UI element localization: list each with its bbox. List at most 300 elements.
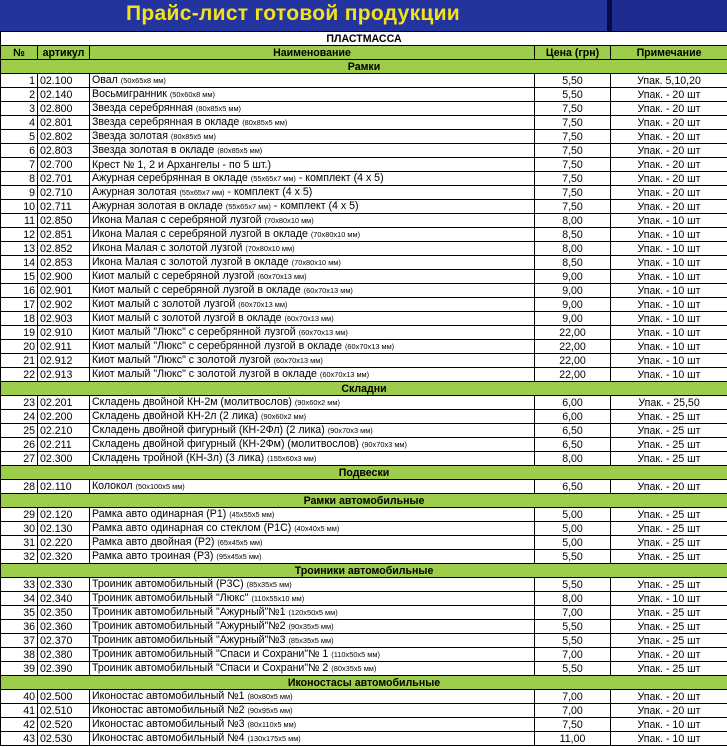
row-article: 02.801	[38, 116, 90, 130]
table-row	[1, 326, 727, 340]
row-article: 02.110	[38, 480, 90, 494]
row-price: 7,50	[535, 130, 611, 144]
section-title: Рамки автомобильные	[1, 494, 727, 508]
row-article: 02.901	[38, 284, 90, 298]
row-number: 9	[1, 186, 38, 200]
row-name	[90, 732, 535, 746]
row-price: 7,50	[535, 172, 611, 186]
row-article: 02.330	[38, 578, 90, 592]
row-article: 02.802	[38, 130, 90, 144]
row-dimensions: (95x45x5 мм)	[216, 552, 262, 561]
row-note: Упак. - 10 шт	[611, 298, 727, 312]
row-number: 27	[1, 452, 38, 466]
row-article: 02.320	[38, 550, 90, 564]
row-name-suffix: - комплект (4 х 5)	[295, 172, 384, 184]
row-article: 02.711	[38, 200, 90, 214]
header-number: №	[1, 46, 38, 60]
row-note: Упак. - 25 шт	[611, 578, 727, 592]
row-name-text: Рамка авто троиная (Р3)	[92, 550, 217, 562]
row-article: 02.852	[38, 242, 90, 256]
row-price: 5,50	[535, 662, 611, 676]
row-name	[90, 326, 535, 340]
page-title: Прайс-лист готовой продукции	[126, 2, 461, 25]
row-name	[90, 270, 535, 284]
table-row	[1, 284, 727, 298]
row-name	[90, 550, 535, 564]
row-article: 02.340	[38, 592, 90, 606]
row-dimensions: (55x65x7 мм)	[225, 202, 271, 211]
row-number: 41	[1, 704, 38, 718]
row-article: 02.500	[38, 690, 90, 704]
row-dimensions: (45x55x5 мм)	[229, 510, 275, 519]
row-name-text: Троиник автомобильный "Спаси и Сохрани"№ 1	[92, 648, 332, 660]
row-price: 5,50	[535, 620, 611, 634]
row-note: Упак. - 20 шт	[611, 116, 727, 130]
row-number: 3	[1, 102, 38, 116]
row-dimensions: (70x80x10 мм)	[264, 216, 314, 225]
row-number: 34	[1, 592, 38, 606]
row-name	[90, 536, 535, 550]
row-note: Упак. - 25 шт	[611, 452, 727, 466]
row-price: 5,00	[535, 536, 611, 550]
table-row	[1, 354, 727, 368]
row-dimensions: (80x110x5 мм)	[247, 720, 297, 729]
row-dimensions: (60x70x13 мм)	[298, 328, 348, 337]
row-name-text: Киот малый с золотой лузгой	[92, 298, 239, 310]
row-note: Упак. 5,10,20	[611, 74, 727, 88]
row-name	[90, 704, 535, 718]
table-row	[1, 480, 727, 494]
row-name	[90, 256, 535, 270]
row-dimensions: (120x50x5 мм)	[288, 608, 338, 617]
row-dimensions: (85x35x5 мм)	[288, 636, 334, 645]
table-row	[1, 592, 727, 606]
row-number: 14	[1, 256, 38, 270]
row-number: 38	[1, 648, 38, 662]
section-title: Рамки	[1, 60, 727, 74]
row-name-text: Складень двойной фигурный (КН-2Фм) (молитвослов)	[92, 438, 362, 450]
row-note: Упак. - 20 шт	[611, 102, 727, 116]
row-article: 02.911	[38, 340, 90, 354]
row-price: 5,00	[535, 522, 611, 536]
section-title: Иконостасы автомобильные	[1, 676, 727, 690]
row-article: 02.360	[38, 620, 90, 634]
row-article: 02.903	[38, 312, 90, 326]
row-dimensions: (60x70x13 мм)	[273, 356, 323, 365]
row-price: 22,00	[535, 354, 611, 368]
table-row	[1, 200, 727, 214]
row-name	[90, 606, 535, 620]
row-price: 22,00	[535, 368, 611, 382]
row-note: Упак. - 25,50	[611, 396, 727, 410]
row-note: Упак. - 20 шт	[611, 88, 727, 102]
table-row	[1, 116, 727, 130]
row-number: 1	[1, 74, 38, 88]
row-number: 2	[1, 88, 38, 102]
row-name	[90, 718, 535, 732]
table-row	[1, 634, 727, 648]
material-title: ПЛАСТМАССА	[1, 32, 727, 46]
row-name	[90, 368, 535, 382]
row-name-text: Икона Малая с золотой лузгой в окладе	[92, 256, 292, 268]
row-name-text: Рамка авто одинарная со стеклом (Р1С)	[92, 522, 295, 534]
row-article: 02.910	[38, 326, 90, 340]
table-row	[1, 88, 727, 102]
row-price: 7,50	[535, 200, 611, 214]
row-dimensions: (60x70x13 мм)	[238, 300, 288, 309]
section-row	[1, 466, 727, 480]
row-note: Упак. - 25 шт	[611, 410, 727, 424]
row-number: 8	[1, 172, 38, 186]
row-dimensions: (60x70x13 мм)	[284, 314, 334, 323]
row-name-text: Киот малый "Люкс" с золотой лузгой в окладе	[92, 368, 320, 380]
table-row	[1, 270, 727, 284]
section-title: Подвески	[1, 466, 727, 480]
row-number: 30	[1, 522, 38, 536]
row-article: 02.210	[38, 424, 90, 438]
table-row	[1, 158, 727, 172]
row-price: 6,50	[535, 438, 611, 452]
section-title: Складни	[1, 382, 727, 396]
section-row	[1, 676, 727, 690]
table-row	[1, 144, 727, 158]
row-name-text: Рамка авто двойная (Р2)	[92, 536, 218, 548]
row-name-text: Икона Малая с золотой лузгой	[92, 242, 246, 254]
row-price: 22,00	[535, 326, 611, 340]
row-note: Упак. - 10 шт	[611, 242, 727, 256]
table-row	[1, 396, 727, 410]
row-number: 25	[1, 424, 38, 438]
row-number: 43	[1, 732, 38, 746]
table-row	[1, 368, 727, 382]
row-number: 4	[1, 116, 38, 130]
row-price: 7,00	[535, 648, 611, 662]
row-name-text: Киот малый "Люкс" с золотой лузгой	[92, 354, 274, 366]
row-name-text: Овал	[92, 74, 121, 86]
row-article: 02.853	[38, 256, 90, 270]
row-name	[90, 634, 535, 648]
row-dimensions: (90x60x2 мм)	[294, 398, 340, 407]
row-note: Упак. - 10 шт	[611, 340, 727, 354]
row-number: 15	[1, 270, 38, 284]
row-price: 6,50	[535, 480, 611, 494]
row-article: 02.700	[38, 158, 90, 172]
row-name-text: Ажурная золотая в окладе	[92, 200, 226, 212]
row-dimensions: (80x85x5 мм)	[242, 118, 288, 127]
row-name-text: Крест № 1, 2 и Архангелы - по 5 шт.)	[92, 158, 272, 171]
row-dimensions: (60x70x13 мм)	[303, 286, 353, 295]
row-dimensions: (155x60x3 мм)	[267, 454, 317, 463]
section-title: Троиники автомобильные	[1, 564, 727, 578]
row-name-text: Рамка авто одинарная (Р1)	[92, 508, 230, 520]
row-dimensions: (80x85x5 мм)	[170, 132, 216, 141]
row-price: 7,00	[535, 606, 611, 620]
row-price: 5,50	[535, 578, 611, 592]
table-row	[1, 298, 727, 312]
row-number: 31	[1, 536, 38, 550]
row-number: 36	[1, 620, 38, 634]
row-number: 11	[1, 214, 38, 228]
title-banner	[0, 0, 727, 32]
row-price: 5,50	[535, 88, 611, 102]
row-name-text: Ажурная золотая	[92, 186, 180, 198]
row-dimensions: (50x100x5 мм)	[135, 482, 185, 491]
row-name-text: Звезда серебрянная в окладе	[92, 116, 243, 128]
row-name	[90, 354, 535, 368]
row-note: Упак. - 10 шт	[611, 354, 727, 368]
row-name	[90, 298, 535, 312]
table-row	[1, 424, 727, 438]
row-number: 12	[1, 228, 38, 242]
row-dimensions: (80x85x5 мм)	[195, 104, 242, 113]
row-note: Упак. - 20 шт	[611, 186, 727, 200]
table-row	[1, 438, 727, 452]
table-row	[1, 704, 727, 718]
row-number: 29	[1, 508, 38, 522]
row-name	[90, 172, 535, 186]
row-number: 28	[1, 480, 38, 494]
row-number: 13	[1, 242, 38, 256]
row-note: Упак. - 20 шт	[611, 648, 727, 662]
table-row	[1, 228, 727, 242]
row-name-text: Складень двойной фигурный (КН-2Фл) (2 лика)	[92, 424, 328, 436]
row-note: Упак. - 10 шт	[611, 270, 727, 284]
row-price: 8,00	[535, 592, 611, 606]
row-note: Упак. - 10 шт	[611, 256, 727, 270]
table-row	[1, 550, 727, 564]
row-number: 35	[1, 606, 38, 620]
row-number: 26	[1, 438, 38, 452]
row-dimensions: (90x95x5 мм)	[247, 706, 293, 715]
table-row	[1, 578, 727, 592]
row-article: 02.200	[38, 410, 90, 424]
row-dimensions: (60x70x13 мм)	[319, 370, 370, 379]
row-name-text: Восьмигранник	[92, 88, 170, 100]
row-article: 02.390	[38, 662, 90, 676]
header-note: Примечание	[611, 46, 727, 60]
row-name-text: Икона Малая с серебряной лузгой	[92, 214, 265, 226]
row-name-suffix: - комплект (4 х 5)	[270, 200, 359, 212]
row-dimensions: (80x80x5 мм)	[247, 692, 293, 701]
row-name	[90, 214, 535, 228]
header-article: артикул	[38, 46, 90, 60]
row-name-text: Звезда золотая в окладе	[92, 144, 218, 156]
row-price: 8,50	[535, 228, 611, 242]
row-name	[90, 648, 535, 662]
row-dimensions: (130x175x5 мм)	[247, 734, 301, 743]
section-row	[1, 382, 727, 396]
row-dimensions: (70x80x10 мм)	[310, 230, 361, 239]
row-number: 7	[1, 158, 38, 172]
row-name	[90, 410, 535, 424]
table-row	[1, 242, 727, 256]
table-row	[1, 536, 727, 550]
row-note: Упак. - 10 шт	[611, 326, 727, 340]
row-article: 02.850	[38, 214, 90, 228]
table-row	[1, 256, 727, 270]
row-name	[90, 662, 535, 676]
row-price: 7,00	[535, 704, 611, 718]
row-name-text: Киот малый с серебряной лузгой в окладе	[92, 284, 304, 296]
row-note: Упак. - 10 шт	[611, 228, 727, 242]
row-price: 22,00	[535, 340, 611, 354]
row-note: Упак. - 10 шт	[611, 732, 727, 746]
row-dimensions: (80x85x5 мм)	[217, 146, 263, 155]
row-article: 02.851	[38, 228, 90, 242]
row-name-text: Икона Малая с серебряной лузгой в окладе	[92, 228, 311, 240]
row-name-suffix: - комплект (4 х 5)	[224, 186, 313, 198]
row-name-text: Троиник автомобильный "Ажурный"№1	[92, 606, 289, 618]
row-number: 32	[1, 550, 38, 564]
table-row	[1, 410, 727, 424]
row-price: 6,00	[535, 410, 611, 424]
row-price: 9,00	[535, 270, 611, 284]
row-note: Упак. - 25 шт	[611, 606, 727, 620]
row-name	[90, 186, 535, 200]
row-number: 37	[1, 634, 38, 648]
row-dimensions: (55x65x7 мм)	[179, 188, 225, 197]
row-name	[90, 396, 535, 410]
row-article: 02.913	[38, 368, 90, 382]
row-name-text: Троиник автомобильный (Р3С)	[92, 578, 247, 590]
section-row	[1, 494, 727, 508]
row-name-text: Складень двойной КН-2м (молитвослов)	[92, 396, 295, 408]
row-number: 24	[1, 410, 38, 424]
row-number: 17	[1, 298, 38, 312]
row-name-text: Троиник автомобильный "Люкс"	[92, 592, 252, 604]
row-article: 02.912	[38, 354, 90, 368]
row-name-text: Троиник автомобильный "Ажурный"№2	[92, 620, 289, 632]
row-number: 23	[1, 396, 38, 410]
row-dimensions: (50x60x8 мм)	[169, 90, 215, 99]
row-number: 16	[1, 284, 38, 298]
table-row	[1, 662, 727, 676]
row-price: 9,00	[535, 312, 611, 326]
row-name-text: Звезда серебрянная	[92, 102, 196, 114]
row-name	[90, 340, 535, 354]
table-row	[1, 312, 727, 326]
row-note: Упак. - 20 шт	[611, 200, 727, 214]
row-name	[90, 102, 535, 116]
row-note: Упак. - 10 шт	[611, 368, 727, 382]
table-row	[1, 214, 727, 228]
row-article: 02.800	[38, 102, 90, 116]
row-price: 8,00	[535, 242, 611, 256]
table-row	[1, 732, 727, 746]
row-number: 18	[1, 312, 38, 326]
header-price: Цена (грн)	[535, 46, 611, 60]
header-name: Наименование	[90, 46, 535, 60]
price-table	[0, 31, 727, 746]
row-note: Упак. - 25 шт	[611, 536, 727, 550]
row-number: 20	[1, 340, 38, 354]
row-note: Упак. - 20 шт	[611, 130, 727, 144]
row-name-text: Киот малый "Люкс" с серебрянной лузгой в окладе	[92, 340, 345, 352]
row-name	[90, 88, 535, 102]
row-dimensions: (50x65x8 мм)	[120, 76, 166, 85]
table-row	[1, 340, 727, 354]
section-row	[1, 564, 727, 578]
row-article: 02.220	[38, 536, 90, 550]
row-dimensions: (90x60x2 мм)	[261, 412, 307, 421]
banner-right	[612, 0, 727, 32]
row-price: 7,50	[535, 144, 611, 158]
row-note: Упак. - 25 шт	[611, 424, 727, 438]
row-article: 02.120	[38, 508, 90, 522]
row-note: Упак. - 20 шт	[611, 704, 727, 718]
row-dimensions: (55x65x7 мм)	[250, 174, 296, 183]
row-name	[90, 242, 535, 256]
row-name	[90, 144, 535, 158]
row-dimensions: (80x35x5 мм)	[331, 664, 377, 673]
table-row	[1, 102, 727, 116]
row-price: 8,00	[535, 214, 611, 228]
row-name	[90, 74, 535, 88]
row-name-text: Складень тройной (КН-3л) (3 лика)	[92, 452, 268, 464]
row-article: 02.902	[38, 298, 90, 312]
section-row	[1, 60, 727, 74]
row-price: 7,50	[535, 158, 611, 172]
row-dimensions: (110x55x10 мм)	[251, 594, 305, 603]
row-name	[90, 200, 535, 214]
row-name-text: Троиник автомобильный "Ажурный"№3	[92, 634, 289, 646]
row-price: 5,50	[535, 74, 611, 88]
row-name-text: Иконостас автомобильный №3	[92, 718, 248, 730]
row-dimensions: (90x35x5 мм)	[288, 622, 334, 631]
row-note: Упак. - 20 шт	[611, 690, 727, 704]
row-article: 02.510	[38, 704, 90, 718]
row-note: Упак. - 25 шт	[611, 620, 727, 634]
row-article: 02.701	[38, 172, 90, 186]
header-row	[1, 46, 727, 60]
row-price: 7,50	[535, 718, 611, 732]
table-row	[1, 620, 727, 634]
row-name-text: Киот малый с золотой лузгой в окладе	[92, 312, 285, 324]
row-price: 9,00	[535, 298, 611, 312]
row-price: 5,50	[535, 550, 611, 564]
row-name-text: Ажурная серебрянная в окладе	[92, 172, 251, 184]
row-name	[90, 116, 535, 130]
row-article: 02.300	[38, 452, 90, 466]
table-row	[1, 186, 727, 200]
row-dimensions: (70x80x10 мм)	[291, 258, 341, 267]
row-dimensions: (90x70x3 мм)	[361, 440, 407, 449]
row-article: 02.211	[38, 438, 90, 452]
row-note: Упак. - 10 шт	[611, 214, 727, 228]
row-price: 7,50	[535, 186, 611, 200]
row-note: Упак. - 10 шт	[611, 592, 727, 606]
row-name	[90, 158, 535, 172]
row-name	[90, 592, 535, 606]
row-article: 02.803	[38, 144, 90, 158]
row-note: Упак. - 20 шт	[611, 480, 727, 494]
table-row	[1, 172, 727, 186]
row-name	[90, 312, 535, 326]
row-number: 10	[1, 200, 38, 214]
row-name-text: Складень двойной КН-2л (2 лика)	[92, 410, 262, 422]
row-price: 7,50	[535, 116, 611, 130]
table-row	[1, 452, 727, 466]
row-article: 02.350	[38, 606, 90, 620]
row-article: 02.130	[38, 522, 90, 536]
row-price: 11,00	[535, 732, 611, 746]
row-note: Упак. - 20 шт	[611, 158, 727, 172]
row-note: Упак. - 25 шт	[611, 508, 727, 522]
row-price: 8,00	[535, 452, 611, 466]
row-number: 21	[1, 354, 38, 368]
row-article: 02.380	[38, 648, 90, 662]
row-number: 40	[1, 690, 38, 704]
